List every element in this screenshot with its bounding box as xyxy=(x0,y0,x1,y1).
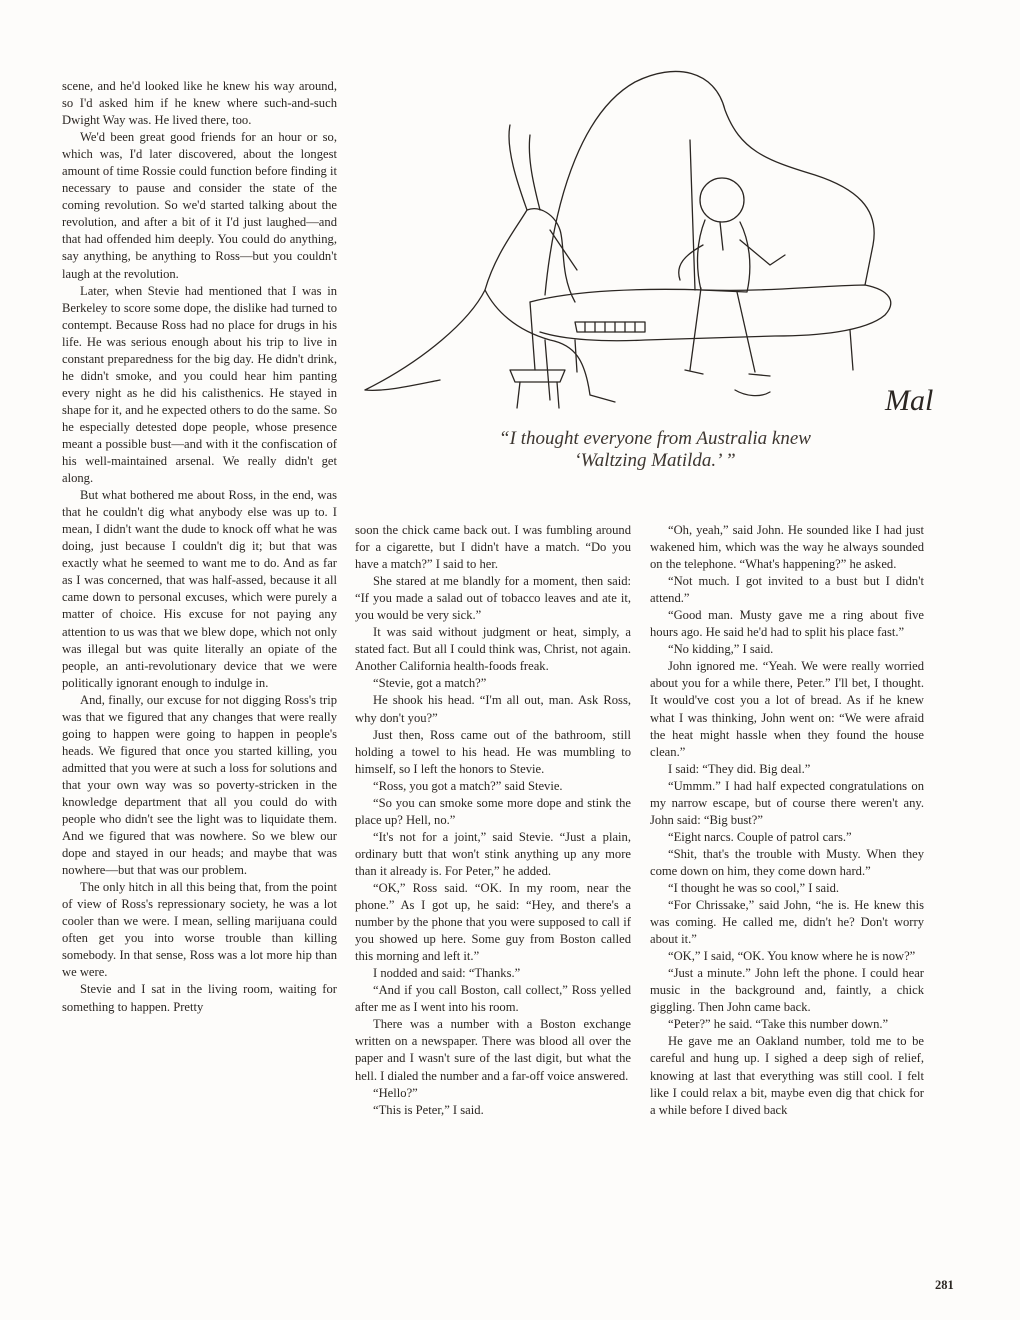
paragraph: “This is Peter,” I said. xyxy=(373,1102,484,1117)
paragraph: “I thought he was so cool,” I said. xyxy=(668,880,840,895)
paragraph: “And if you call Boston, call collect,” Ross yelled after me as I went into his room. xyxy=(355,983,631,1015)
paragraph: “Ummm.” I had half expected congratulations on my narrow escape, but of course there weren't any. John said: “Big bust?” xyxy=(650,778,924,827)
paragraph: soon the chick came back out. I was fumbling around for a cigarette, but I didn't have a match. “Do you have a match?” I said to her. xyxy=(355,523,631,572)
paragraph: “It's not for a joint,” said Stevie. “Just a plain, ordinary butt that won't stink anything up any more than it already is. For Peter,” he added. xyxy=(355,829,631,878)
paragraph: It was said without judgment or heat, simply, a stated fact. But all I could think was, Christ, not again. Another California health-foods freak. xyxy=(355,625,631,674)
cartoon-illustration xyxy=(345,40,975,430)
paragraph: “Ross, you got a match?” said Stevie. xyxy=(373,778,563,793)
paragraph: “OK,” Ross said. “OK. In my room, near the phone.” As I got up, he said: “Hey, and there's a number by the phone that you were supposed to call if you showed up here. Some guy from Boston called this morning and left it.” xyxy=(355,880,631,964)
caption-line: “I thought everyone from Australia knew xyxy=(499,428,811,449)
paragraph: But what bothered me about Ross, in the end, was that he couldn't dig what anybody else was up to. I mean, I didn't want the dude to knock off what he was doing, just because I couldn't dig it; but that was exactly what he seemed to want me to do. And as far as I was concerned, that was half-assed, because it all came down to personal excuses, which were purely a matter of choice. His excuse for not paying any attention to us was that we blew dope, which not only was illegal but was quite literally an opiate of the people, an anti-revolutionary device that we were politically ignorant enough to indulge in. xyxy=(62,488,337,690)
paragraph: “No kidding,” I said. xyxy=(668,642,774,657)
paragraph: “For Chrissake,” said John, “he is. He knew this was coming. He called me, didn't he? Don't worry about it.” xyxy=(650,898,924,947)
paragraph: “Hello?” xyxy=(373,1085,418,1100)
paragraph: The only hitch in all this being that, from the point of view of Ross's repressionary society, he was a lot cooler than we were. I mean, selling marijuana could often get you into worse trouble than killing somebody. In that sense, Ross was a lot more hip than we were. xyxy=(62,880,337,980)
paragraph: “Oh, yeah,” said John. He sounded like I had just wakened him, which was the way he always sounded on the telephone. “What's happening?” he asked. xyxy=(650,523,924,572)
artist-signature: Mal xyxy=(885,384,934,417)
paragraph: scene, and he'd looked like he knew his way around, so I'd asked him if he knew where such-and-such Dwight Way was. He lived there, too. xyxy=(62,79,337,128)
paragraph: We'd been great good friends for an hour or so, which was, I'd later discovered, about the longest amount of time Rossie could function before finding it necessary to pause and consider the state of the coming revolution. So we'd started talking about the revolution, and after a bit of it I'd just laughed—and that had offended him deeply. You could do anything, say anything, be anything to Ross—but you couldn't laugh at the revolution. xyxy=(62,130,337,281)
paragraph: He gave me an Oakland number, told me to be careful and hung up. I sighed a deep sigh of relief, knowing at last that everything was still cool. I felt like I could relax a bit, maybe even dig that chick for a while before I dived back xyxy=(650,1034,924,1117)
text-column-right xyxy=(650,522,924,1119)
text-column-middle xyxy=(355,522,631,1119)
paragraph: I said: “They did. Big deal.” xyxy=(668,761,811,776)
paragraph: There was a number with a Boston exchange written on a newspaper. There was blood all over the paper and I wasn't sure of the last digit, but what the hell. I dialed the number and a far-off voice answered. xyxy=(355,1017,631,1083)
paragraph: “Just a minute.” John left the phone. I could hear music in the background and, faintly, a chick giggling. Then John came back. xyxy=(650,966,924,1015)
text-column-left xyxy=(62,78,337,1016)
paragraph: He shook his head. “I'm all out, man. Ask Ross, why don't you?” xyxy=(355,693,631,725)
paragraph: “OK,” I said, “OK. You know where he is now?” xyxy=(668,949,916,964)
paragraph: “Eight narcs. Couple of patrol cars.” xyxy=(668,829,852,844)
paragraph: Stevie and I sat in the living room, waiting for something to happen. Pretty xyxy=(62,982,337,1014)
paragraph: John ignored me. “Yeah. We were really worried about you for a while there, Peter.” I'll bet, I thought. It would've cost you a lot of bread. As if he knew what I was thinking, John went on: “We were afraid the heat might hassle when they found the house clean.” xyxy=(650,659,924,759)
paragraph: “So you can smoke some more dope and stink the place up? Hell, no.” xyxy=(355,795,631,827)
paragraph: “Not much. I got invited to a bust but I didn't attend.” xyxy=(650,574,924,606)
paragraph: Later, when Stevie had mentioned that I was in Berkeley to score some dope, the dislike had turned to contempt. Because Ross had no place for drugs in his life. He was serious enough about his trip to live in constant preparedness for the big day. He didn't drink, he didn't smoke, and you could hear him panting every night as he did his calisthenics. He stayed in shape for it, and he expected others to do the same. So he especially detested dope people, whose presence meant a possible bust—and with it the confiscation of his well-maintained arsenal. We really didn't get along. xyxy=(62,283,337,486)
paragraph: “Peter?” he said. “Take this number down.” xyxy=(668,1017,889,1032)
page-number: 281 xyxy=(935,1278,954,1292)
paragraph: “Stevie, got a match?” xyxy=(373,676,487,691)
caption-line: ‘Waltzing Matilda.’ ” xyxy=(574,450,736,471)
paragraph: I nodded and said: “Thanks.” xyxy=(373,966,521,981)
paragraph: And, finally, our excuse for not digging Ross's trip was that we figured that any changes that were really going to happen were going to happen in people's heads. We figured that once you started killing, you admitted that you were at such a loss for solutions and that your own way was so poverty-stricken in the knowledge department that all you could do with people who didn't see the light was to liquidate them. And we figured that was nowhere. So we blew our dope and stayed in our heads; and maybe that was nowhere—but that was our problem. xyxy=(62,692,337,878)
cartoon-caption xyxy=(405,428,905,472)
paragraph: She stared at me blandly for a moment, then said: “If you made a salad out of tobacco leaves and ate it, you would be very sick.” xyxy=(355,574,631,623)
paragraph: Just then, Ross came out of the bathroom, still holding a towel to his head. He was mumbling to himself, so I left the honors to Stevie. xyxy=(355,727,631,776)
paragraph: “Good man. Musty gave me a ring about five hours ago. He said he'd had to split his place fast.” xyxy=(650,608,924,640)
paragraph: “Shit, that's the trouble with Musty. When they come down on him, they come down hard.” xyxy=(650,846,924,878)
